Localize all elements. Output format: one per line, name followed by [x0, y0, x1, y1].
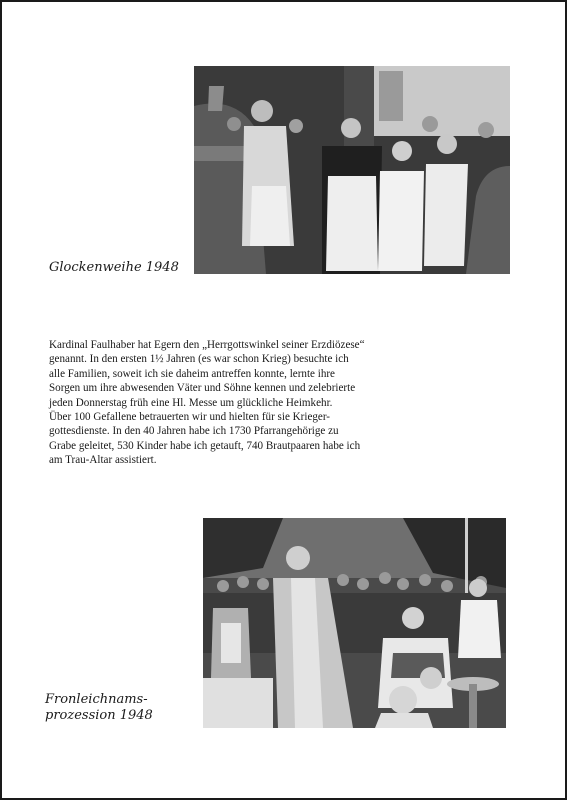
- paragraph-line: alle Familien, soweit ich sie daheim antreffen konnte, lernte ihre: [49, 367, 335, 380]
- photo-caption-bell-consecration: [49, 260, 179, 276]
- caption-line: Fronleichnams-: [45, 692, 148, 707]
- bell-consecration-photo: [194, 66, 510, 274]
- caption-text: Glockenweihe 1948: [49, 260, 179, 275]
- procession-photo: [203, 518, 506, 728]
- paragraph-line: jeden Donnerstag früh eine Hl. Messe um glückliche Heimkehr.: [49, 396, 333, 409]
- caption-line: prozession 1948: [45, 708, 153, 723]
- body-paragraph: [49, 338, 449, 468]
- paragraph-line: am Trau-Altar assistiert.: [49, 454, 157, 467]
- procession-image: [203, 518, 506, 728]
- paragraph-line: Sorgen um ihre abwesenden Väter und Söhne kennen und zelebrierte: [49, 382, 356, 395]
- paragraph-line: Grabe geleitet, 530 Kinder habe ich getauft, 740 Brautpaaren habe ich: [49, 439, 361, 452]
- paragraph-line: Kardinal Faulhaber hat Egern den „Herrgottswinkel seiner Erzdiözese“: [49, 339, 365, 351]
- bell-consecration-image: [194, 66, 510, 274]
- paragraph-line: Über 100 Gefallene betrauerten wir und hielten für sie Krieger-: [49, 411, 331, 424]
- photo-caption-procession: [45, 692, 153, 724]
- paragraph-line: gottesdienste. In den 40 Jahren habe ich 1730 Pfarrangehörige zu: [49, 425, 339, 438]
- paragraph-line: genannt. In den ersten 1½ Jahren (es war schon Krieg) besuchte ich: [49, 353, 349, 366]
